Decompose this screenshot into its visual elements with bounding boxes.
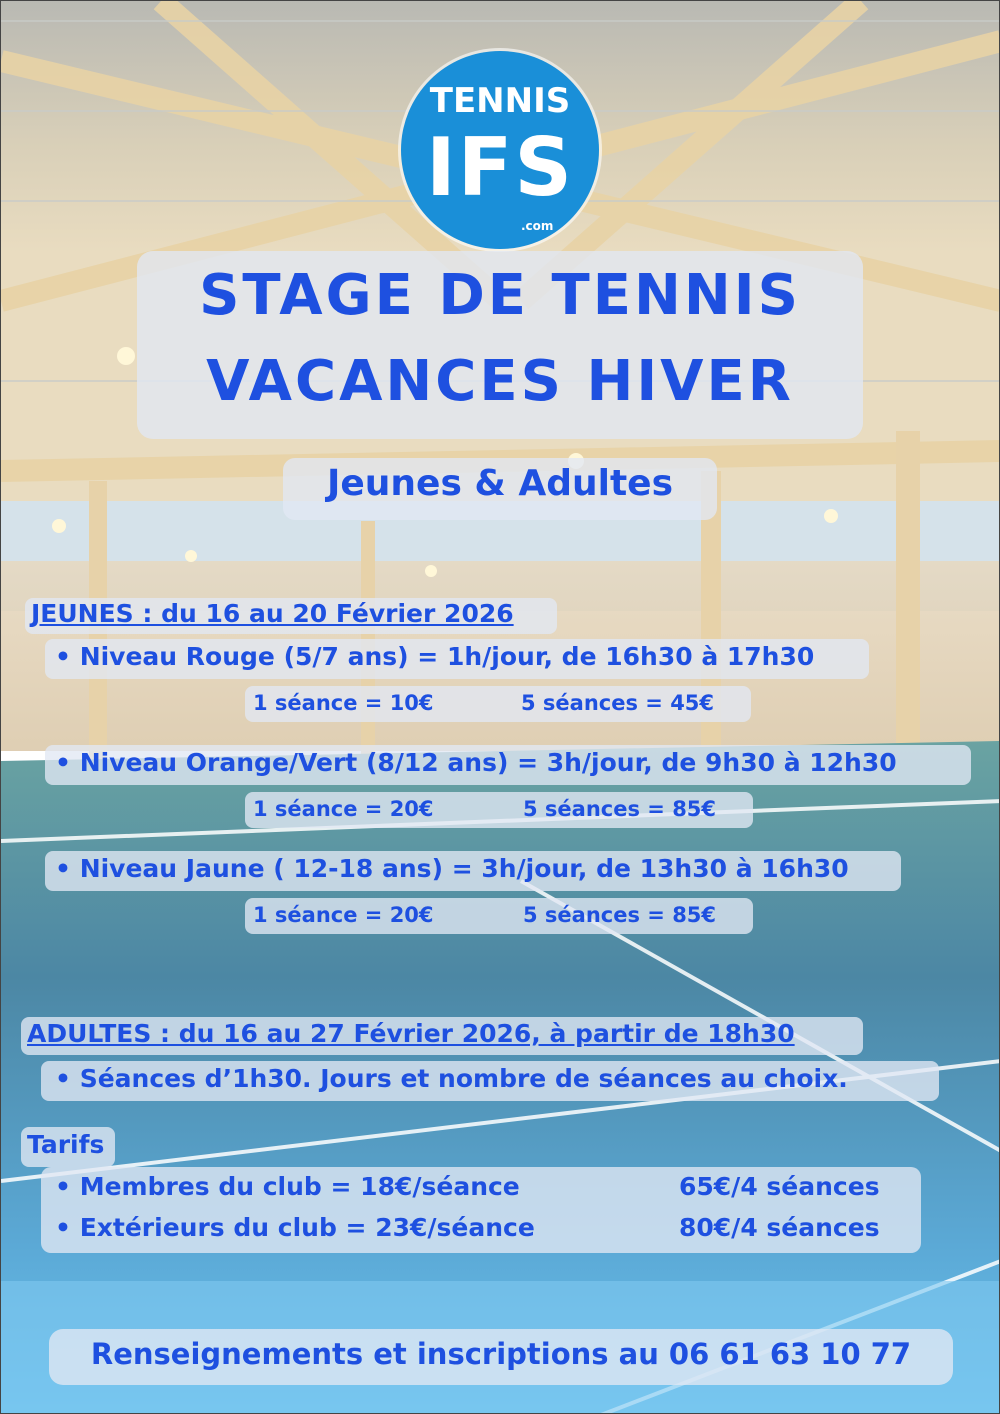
- level-jaune-price-1: 1 séance = 20€: [253, 903, 434, 927]
- logo-line3: .com: [521, 219, 554, 233]
- tarif-membres: • Membres du club = 18€/séance: [55, 1172, 520, 1201]
- level-orange-vert-price-5: 5 séances = 85€: [523, 797, 717, 821]
- tarif-exterieurs-pack: 80€/4 séances: [679, 1213, 880, 1242]
- level-orange-vert-price-1: 1 séance = 20€: [253, 797, 434, 821]
- level-jaune-price-5: 5 séances = 85€: [523, 903, 717, 927]
- tarifs-heading: Tarifs: [27, 1130, 105, 1159]
- level-orange-vert: • Niveau Orange/Vert (8/12 ans) = 3h/jour, de 9h30 à 12h30: [55, 748, 897, 777]
- logo-line2: IFS: [425, 121, 575, 214]
- tarif-exterieurs: • Extérieurs du club = 23€/séance: [55, 1213, 535, 1242]
- tarif-membres-pack: 65€/4 séances: [679, 1172, 880, 1201]
- tennis-ifs-logo: [401, 51, 599, 249]
- level-jaune: • Niveau Jaune ( 12-18 ans) = 3h/jour, de 13h30 à 16h30: [55, 854, 849, 883]
- level-rouge-price-5: 5 séances = 45€: [521, 691, 715, 715]
- title-line2: VACANCES HIVER: [206, 349, 794, 414]
- subtitle: Jeunes & Adultes: [326, 463, 674, 504]
- adultes-item: • Séances d’1h30. Jours et nombre de séances au choix.: [55, 1064, 848, 1093]
- adultes-heading: ADULTES : du 16 au 27 Février 2026, à partir de 18h30: [27, 1019, 795, 1048]
- jeunes-heading: JEUNES : du 16 au 20 Février 2026: [31, 599, 514, 628]
- level-rouge-price-1: 1 séance = 10€: [253, 691, 434, 715]
- contact-info: Renseignements et inscriptions au 06 61 63 10 77: [90, 1337, 912, 1371]
- title-line1: STAGE DE TENNIS: [199, 263, 801, 328]
- logo-line1: TENNIS: [429, 81, 571, 121]
- level-rouge: • Niveau Rouge (5/7 ans) = 1h/jour, de 16h30 à 17h30: [55, 642, 814, 671]
